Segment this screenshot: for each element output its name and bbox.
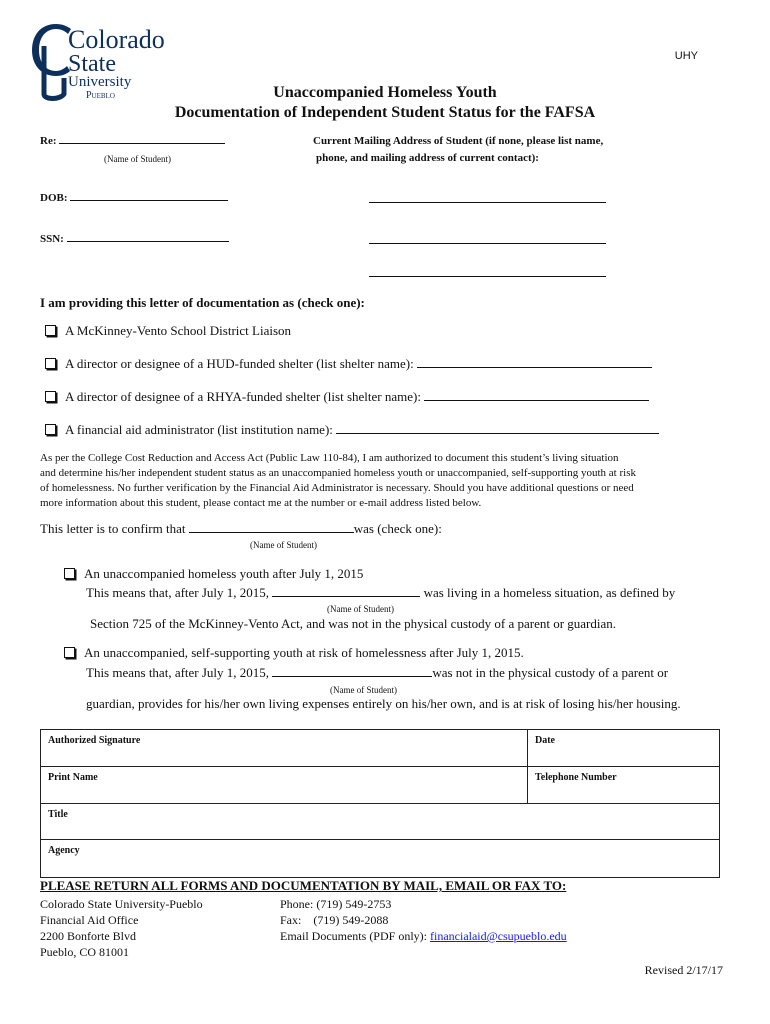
paragraph-line-4: more information about this student, please contact me at the number or e-mail address listed below. (40, 497, 482, 509)
ssn-field (40, 233, 229, 245)
provider-option-label: A McKinney-Vento School District Liaison (65, 323, 292, 338)
provider-option-label: A financial aid administrator (list institution name): (65, 422, 333, 437)
option-b-line-3: guardian, provides for his/her own living expenses entirely on his/her own, and is at risk of losing his/her housing. (86, 696, 681, 711)
checkbox-icon[interactable] (64, 568, 75, 579)
signature-table (40, 729, 720, 878)
print-name-label: Print Name (48, 772, 98, 783)
address-line-2[interactable] (369, 231, 606, 249)
confirm-suffix: was (check one): (353, 521, 442, 536)
re-label: Re: (40, 135, 57, 147)
logo-line-2: State (68, 51, 116, 77)
ssn-label: SSN: (40, 233, 64, 245)
provider-option-hud[interactable] (45, 356, 652, 372)
option-a-caption: (Name of Student) (327, 604, 394, 614)
option-a-row-2 (86, 585, 675, 601)
confirm-caption: (Name of Student) (250, 540, 317, 550)
revised-date: Revised 2/17/17 (644, 963, 723, 977)
title-cell[interactable] (41, 804, 719, 840)
ssn-line[interactable] (67, 241, 229, 242)
re-name-line[interactable] (59, 143, 225, 144)
address-heading-row (313, 135, 603, 147)
address-note-2: phone, and mailing address of current contact): (316, 152, 539, 164)
option-b-prefix: This means that, after July 1, 2015, (86, 665, 270, 680)
status-option-a-label: An unaccompanied homeless youth after July 1, 2015 (84, 566, 364, 581)
address-heading: Current Mailing Address of Student (313, 135, 483, 147)
institution-line[interactable] (336, 433, 659, 434)
option-a-suffix: was living in a homeless situation, as defined by (423, 585, 676, 600)
phone-number: Phone: (719) 549-2753 (280, 897, 392, 911)
email-row (280, 928, 567, 944)
email-label: Email Documents (PDF only): (280, 929, 427, 943)
status-option-homeless[interactable] (64, 566, 363, 582)
re-name-caption: (Name of Student) (104, 154, 171, 164)
logo-line-3: University (68, 74, 132, 90)
print-name-cell[interactable] (41, 767, 528, 804)
address-line-1[interactable] (369, 190, 606, 208)
authorized-signature-cell[interactable] (41, 730, 528, 767)
address-note-1: (if none, please list name, (485, 135, 604, 147)
dob-line[interactable] (70, 200, 228, 201)
option-b-suffix: was not in the physical custody of a parent or (432, 665, 669, 680)
hud-shelter-line[interactable] (417, 367, 652, 368)
return-contacts (280, 896, 567, 944)
rhya-shelter-line[interactable] (424, 400, 649, 401)
dob-label: DOB: (40, 192, 68, 204)
provider-option-liaison[interactable] (45, 323, 291, 339)
agency-cell[interactable] (41, 840, 719, 877)
return-heading: PLEASE RETURN ALL FORMS AND DOCUMENTATION BY MAIL, EMAIL OR FAX TO: (40, 878, 567, 893)
address-line-3[interactable] (369, 264, 606, 282)
checkbox-icon[interactable] (64, 647, 75, 658)
title-line-1: Unaccompanied Homeless Youth (273, 84, 497, 101)
option-a-name-line[interactable] (272, 596, 420, 597)
paragraph-line-2: and determine his/her independent student status as an unaccompanied homeless youth or unaccompanied, self-supporting youth at risk (40, 467, 636, 479)
provider-option-fa-admin[interactable] (45, 422, 659, 438)
option-a-prefix: This means that, after July 1, 2015, (86, 585, 270, 600)
authorized-signature-label: Authorized Signature (48, 735, 141, 746)
option-b-caption: (Name of Student) (330, 685, 397, 695)
provider-option-rhya[interactable] (45, 389, 649, 405)
address-line: Pueblo, CO 81001 (40, 945, 130, 959)
date-cell[interactable] (528, 730, 719, 767)
authority-paragraph (40, 451, 636, 511)
paragraph-line-3: of homelessness. No further verification by the Financial Aid Administrator is necessary. Should you have additional questions or need (40, 482, 634, 494)
option-b-name-line[interactable] (272, 676, 432, 677)
confirm-prefix: This letter is to confirm that (40, 521, 186, 536)
telephone-label: Telephone Number (535, 772, 617, 783)
paragraph-line-1: As per the College Cost Reduction and Access Act (Public Law 110-84), I am authorized to document this student’s living situation (40, 452, 619, 464)
dob-field (40, 192, 228, 204)
checkbox-icon[interactable] (45, 358, 56, 369)
option-a-line-3: Section 725 of the McKinney-Vento Act, and was not in the physical custody of a parent or guardian. (90, 616, 617, 631)
address-line: Colorado State University-Pueblo (40, 897, 203, 911)
date-label: Date (535, 735, 555, 746)
re-field (40, 135, 225, 147)
option-b-row-2 (86, 665, 668, 681)
confirm-row (40, 521, 442, 537)
title-label: Title (48, 809, 68, 820)
logo-line-1: Colorado (68, 25, 165, 54)
fax-number: Fax: (719) 549-2088 (280, 913, 389, 927)
form-code: UHY (674, 50, 698, 62)
status-option-at-risk[interactable] (64, 645, 524, 661)
agency-label: Agency (48, 845, 80, 856)
address-line: Financial Aid Office (40, 913, 139, 927)
logo-line-4: Pueblo (86, 90, 115, 101)
confirm-name-line[interactable] (189, 532, 354, 533)
checkbox-icon[interactable] (45, 391, 56, 402)
provider-option-label: A director or designee of a HUD-funded shelter (list shelter name): (65, 356, 414, 371)
checkbox-icon[interactable] (45, 424, 56, 435)
checkbox-icon[interactable] (45, 325, 56, 336)
providing-heading: I am providing this letter of documentation as (check one): (40, 295, 365, 310)
telephone-cell[interactable] (528, 767, 719, 804)
title-line-2: Documentation of Independent Student Status for the FAFSA (174, 104, 596, 121)
return-address (40, 896, 203, 960)
email-link[interactable]: financialaid@csupueblo.edu (430, 929, 567, 943)
address-line: 2200 Bonforte Blvd (40, 929, 136, 943)
status-option-b-label: An unaccompanied, self-supporting youth at risk of homelessness after July 1, 2015. (84, 645, 524, 660)
provider-option-label: A director of designee of a RHYA-funded shelter (list shelter name): (65, 389, 421, 404)
